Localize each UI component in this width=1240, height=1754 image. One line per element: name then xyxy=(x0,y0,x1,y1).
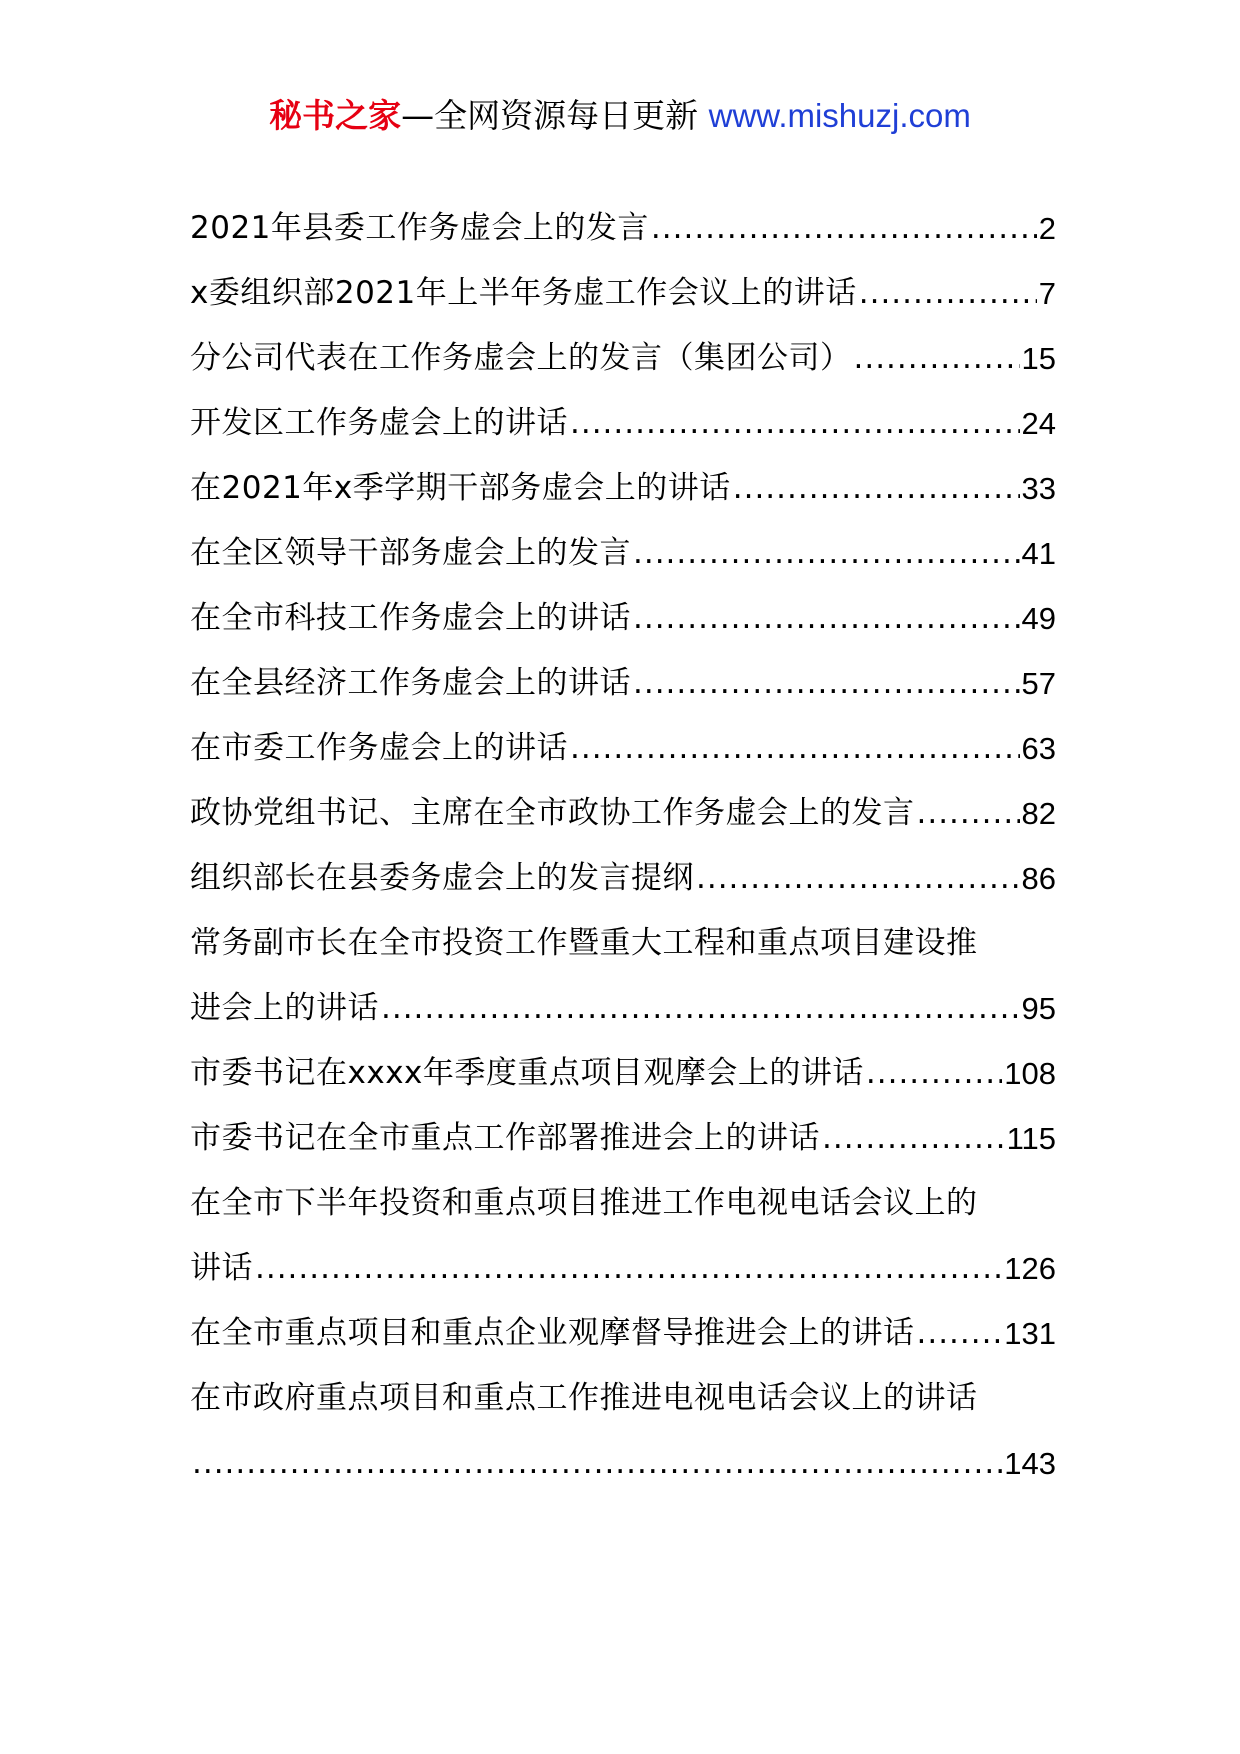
toc-dot-leader xyxy=(854,326,1020,391)
toc-entry-title: 市委书记在全市重点工作部署推进会上的讲话 xyxy=(190,1120,820,1156)
toc-entry[interactable] xyxy=(190,716,1056,781)
toc-page-number: 86 xyxy=(1021,861,1056,896)
toc-page-number: 24 xyxy=(1021,406,1056,441)
header-tagline: —全网资源每日更新 xyxy=(401,96,709,135)
toc-dot-leader xyxy=(866,1041,1002,1106)
toc-entry[interactable] xyxy=(190,261,1056,326)
toc-page-number: 7 xyxy=(1038,276,1056,311)
toc-entry[interactable] xyxy=(190,326,1056,391)
toc-entry[interactable] xyxy=(190,1106,1056,1171)
toc-entry-title-line1: 在全市下半年投资和重点项目推进工作电视电话会议上的 xyxy=(190,1185,978,1221)
toc-entry[interactable] xyxy=(190,391,1056,456)
toc-entry[interactable] xyxy=(190,586,1056,651)
brand-name: 秘书之家 xyxy=(269,96,402,135)
toc-entry[interactable] xyxy=(190,651,1056,716)
toc-entry-title: 在全县经济工作务虚会上的讲话 xyxy=(190,665,631,701)
toc-entry-title: 在全市科技工作务虚会上的讲话 xyxy=(190,600,631,636)
table-of-contents xyxy=(190,196,1056,1496)
toc-entry-title: 市委书记在xxxx年季度重点项目观摩会上的讲话 xyxy=(190,1055,864,1091)
toc-page-number: 41 xyxy=(1021,536,1056,571)
toc-page-number: 15 xyxy=(1021,341,1056,376)
toc-entry[interactable] xyxy=(190,456,1056,521)
toc-entry[interactable] xyxy=(190,846,1056,911)
toc-entry-title: 分公司代表在工作务虚会上的发言（集团公司） xyxy=(190,340,852,376)
toc-entry-title: 在2021年x季学期干部务虚会上的讲话 xyxy=(190,470,731,506)
toc-page-number: 63 xyxy=(1021,731,1056,766)
toc-entry-title-line1: 在市政府重点项目和重点工作推进电视电话会议上的讲话 xyxy=(190,1380,978,1416)
toc-entry-title: 讲话 xyxy=(190,1250,253,1286)
toc-dot-leader xyxy=(633,586,1020,651)
toc-page-number: 33 xyxy=(1021,471,1056,506)
toc-entry-title: 组织部长在县委务虚会上的发言提纲 xyxy=(190,860,694,896)
toc-dot-leader xyxy=(733,456,1020,521)
toc-page-number: 131 xyxy=(1004,1316,1056,1351)
toc-dot-leader xyxy=(570,716,1020,781)
toc-page-number: 57 xyxy=(1021,666,1056,701)
toc-dot-leader xyxy=(651,196,1037,261)
toc-entry-title: 进会上的讲话 xyxy=(190,990,379,1026)
toc-entry-title: x委组织部2021年上半年务虚工作会议上的讲话 xyxy=(190,275,857,311)
toc-dot-leader xyxy=(859,261,1037,326)
site-url-link[interactable]: www.mishuzj.com xyxy=(708,97,971,134)
toc-dot-leader xyxy=(192,1431,1002,1496)
toc-dot-leader xyxy=(917,781,1020,846)
toc-entry-title: 在市委工作务虚会上的讲话 xyxy=(190,730,568,766)
toc-entry[interactable] xyxy=(190,1171,1056,1301)
toc-entry-title: 2021年县委工作务虚会上的发言 xyxy=(190,210,649,246)
toc-page-number: 143 xyxy=(1004,1446,1056,1481)
toc-entry-title: 开发区工作务虚会上的讲话 xyxy=(190,405,568,441)
toc-dot-leader xyxy=(570,391,1020,456)
toc-dot-leader xyxy=(917,1301,1003,1366)
page-header xyxy=(0,92,1240,140)
toc-entry[interactable] xyxy=(190,781,1056,846)
toc-page-number: 126 xyxy=(1004,1251,1056,1286)
toc-dot-leader xyxy=(822,1106,1005,1171)
toc-entry[interactable] xyxy=(190,1366,1056,1496)
toc-dot-leader xyxy=(255,1236,1002,1301)
toc-entry-title: 在全区领导干部务虚会上的发言 xyxy=(190,535,631,571)
toc-page-number: 95 xyxy=(1021,991,1056,1026)
toc-entry-title: 在全市重点项目和重点企业观摩督导推进会上的讲话 xyxy=(190,1315,915,1351)
toc-dot-leader xyxy=(633,521,1020,586)
toc-entry[interactable] xyxy=(190,1301,1056,1366)
toc-dot-leader xyxy=(633,651,1020,716)
toc-dot-leader xyxy=(696,846,1020,911)
toc-entry-title: 政协党组书记、主席在全市政协工作务虚会上的发言 xyxy=(190,795,915,831)
toc-page-number: 108 xyxy=(1004,1056,1056,1091)
toc-entry[interactable] xyxy=(190,1041,1056,1106)
toc-page-number: 82 xyxy=(1021,796,1056,831)
toc-entry-title-line1: 常务副市长在全市投资工作暨重大工程和重点项目建设推 xyxy=(190,925,978,961)
toc-page-number: 115 xyxy=(1006,1121,1056,1156)
toc-entry[interactable] xyxy=(190,196,1056,261)
toc-page-number: 2 xyxy=(1038,211,1056,246)
toc-page-number: 49 xyxy=(1021,601,1056,636)
toc-entry[interactable] xyxy=(190,911,1056,1041)
toc-dot-leader xyxy=(381,976,1020,1041)
toc-entry[interactable] xyxy=(190,521,1056,586)
